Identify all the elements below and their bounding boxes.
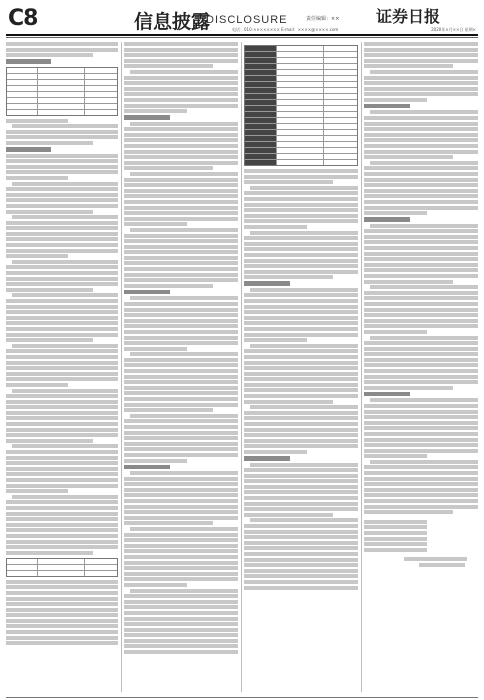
data-table bbox=[244, 45, 358, 166]
masthead bbox=[6, 6, 478, 36]
contact-line: 电话：010-×××××××× E-mail：××××@××××.com bbox=[232, 27, 339, 32]
article-column-1 bbox=[6, 42, 118, 692]
editor-line: 责任编辑：×× bbox=[306, 16, 340, 22]
article-column-2 bbox=[124, 42, 238, 692]
column-divider bbox=[241, 42, 242, 692]
newspaper-logo: 证券日报 bbox=[375, 7, 440, 26]
column-divider bbox=[361, 42, 362, 692]
data-table bbox=[6, 67, 118, 116]
article-column-3 bbox=[244, 42, 358, 692]
article-column-4 bbox=[364, 42, 478, 692]
page-number: C8 bbox=[8, 6, 38, 31]
section-title-en: DISCLOSURE bbox=[206, 14, 288, 26]
section-heading bbox=[6, 59, 51, 64]
header-rule bbox=[6, 37, 478, 38]
data-table bbox=[6, 558, 118, 577]
column-divider bbox=[121, 42, 122, 692]
footer-rule bbox=[6, 697, 478, 698]
section-title: 信息披露 bbox=[134, 11, 211, 33]
issue-date: 2020年×月××日 星期× bbox=[431, 27, 476, 32]
